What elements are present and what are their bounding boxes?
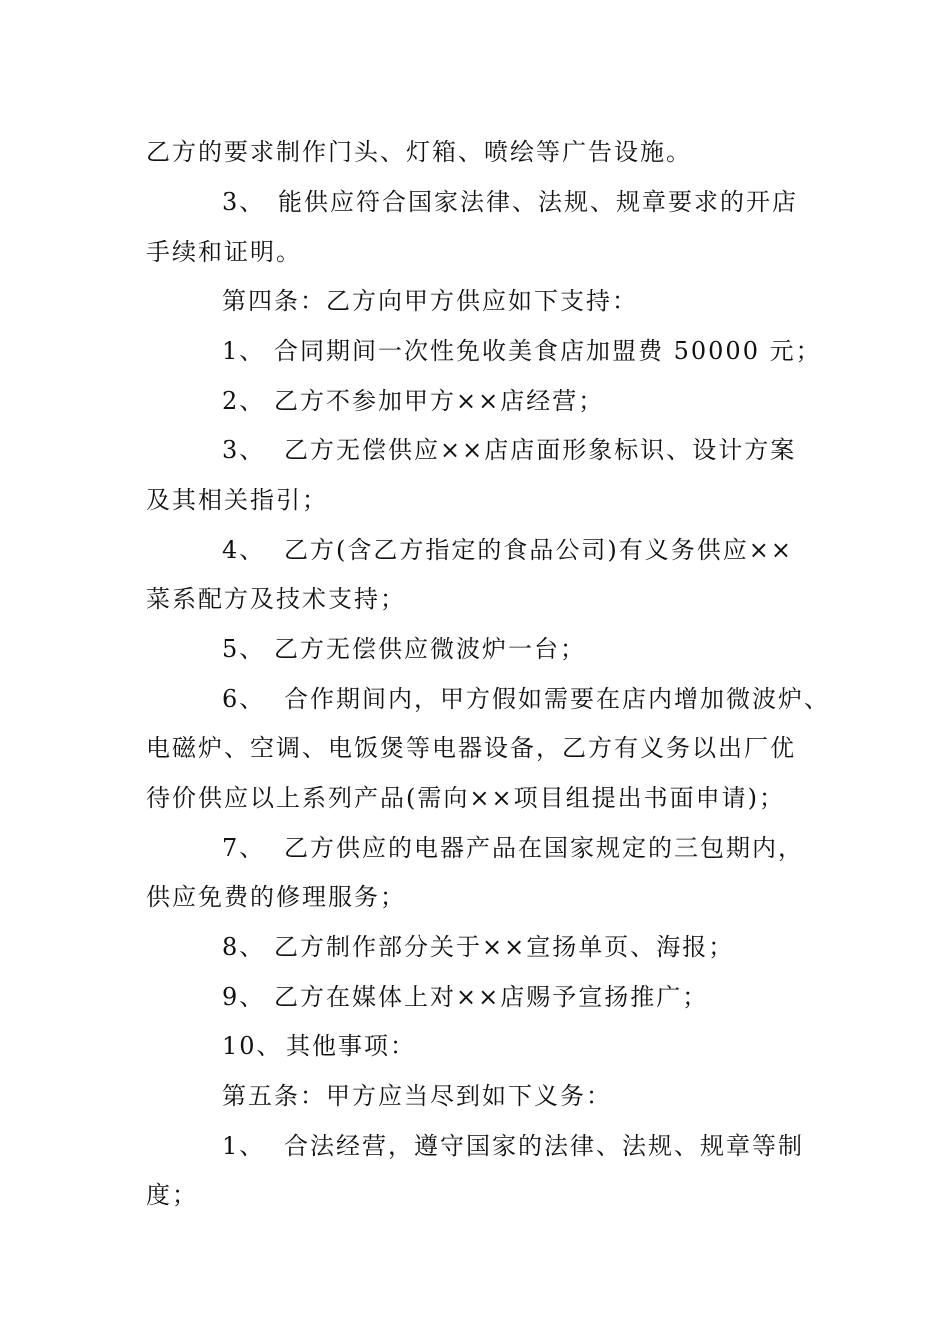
- paragraph-line: [146, 584, 406, 614]
- line-text: 电磁炉、空调、电饭煲等电器设备，乙方有义务以出厂优: [146, 734, 796, 762]
- line-text: 合作期间内，甲方假如需要在店内增加微波炉、: [284, 685, 830, 713]
- list-number: 4、: [222, 536, 266, 564]
- paragraph-line: [146, 137, 692, 167]
- list-item: [222, 833, 804, 863]
- list-item: [222, 1131, 804, 1161]
- line-text: 合法经营，遵守国家的法律、法规、规章等制: [284, 1132, 804, 1160]
- line-text: 乙方制作部分关于××宣扬单页、海报；: [274, 933, 735, 961]
- list-number: 9、: [222, 983, 266, 1011]
- paragraph-line: [146, 733, 796, 763]
- line-text: 手续和证明。: [146, 238, 302, 266]
- list-item: [222, 187, 798, 217]
- line-text: 度；: [146, 1181, 198, 1209]
- line-text: 乙方(含乙方指定的食品公司)有义务供应××: [284, 536, 793, 564]
- list-item: [222, 535, 793, 565]
- list-number: 3、: [222, 436, 266, 464]
- list-item: [222, 932, 734, 962]
- paragraph-line: [146, 783, 785, 813]
- line-text: 乙方无偿供应微波炉一台；: [274, 635, 586, 663]
- list-number: 10、: [222, 1032, 283, 1060]
- list-item: [222, 435, 796, 465]
- list-number: 1、: [222, 337, 266, 365]
- line-text: 第四条：乙方向甲方供应如下支持：: [222, 287, 638, 315]
- list-number: 2、: [222, 387, 266, 415]
- paragraph-line: [146, 237, 302, 267]
- line-text: 其他事项：: [286, 1032, 416, 1060]
- line-text: 第五条：甲方应当尽到如下义务：: [222, 1082, 612, 1110]
- paragraph-line: [146, 1180, 198, 1210]
- list-number: 1、: [222, 1132, 266, 1160]
- list-number: 8、: [222, 933, 266, 961]
- list-number: 5、: [222, 635, 266, 663]
- line-text: 乙方不参加甲方××店经营；: [274, 387, 605, 415]
- list-item: [222, 386, 604, 416]
- list-item: [222, 1031, 416, 1061]
- paragraph-line: [146, 882, 406, 912]
- article-heading: [222, 1081, 612, 1111]
- line-text: 乙方的要求制作门头、灯箱、喷绘等广告设施。: [146, 138, 692, 166]
- line-text: 待价供应以上系列产品(需向××项目组提出书面申请)；: [146, 784, 785, 812]
- line-text: 乙方供应的电器产品在国家规定的三包期内，: [284, 834, 804, 862]
- list-item: [222, 684, 830, 714]
- list-item: [222, 634, 586, 664]
- list-number: 3、: [222, 188, 266, 216]
- line-text: 及其相关指引；: [146, 486, 328, 514]
- paragraph-line: [146, 485, 328, 515]
- line-text: 合同期间一次性免收美食店加盟费 50000 元；: [274, 337, 822, 365]
- line-text: 乙方无偿供应××店店面形象标识、设计方案: [284, 436, 797, 464]
- line-text: 供应免费的修理服务；: [146, 883, 406, 911]
- line-text: 乙方在媒体上对××店赐予宣扬推广；: [274, 983, 709, 1011]
- list-number: 6、: [222, 685, 266, 713]
- line-text: 能供应符合国家法律、法规、规章要求的开店: [278, 188, 798, 216]
- list-number: 7、: [222, 834, 266, 862]
- article-heading: [222, 286, 638, 316]
- line-text: 菜系配方及技术支持；: [146, 585, 406, 613]
- list-item: [222, 336, 822, 366]
- list-item: [222, 982, 708, 1012]
